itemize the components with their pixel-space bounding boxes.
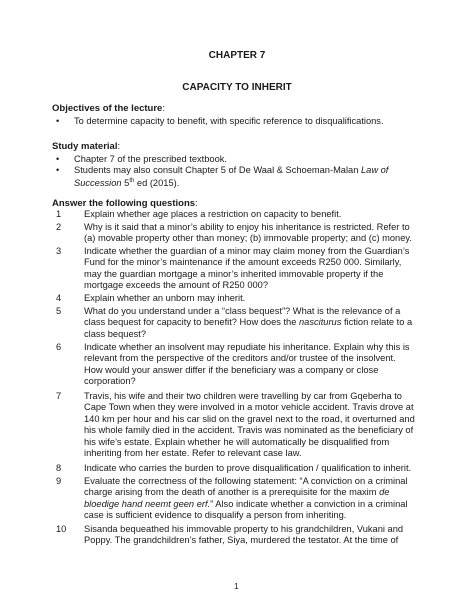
objectives-heading: Objectives of the lecture:	[52, 103, 165, 114]
questions-heading: Answer the following questions:	[52, 198, 198, 209]
study-material-heading: Study material:	[52, 141, 121, 152]
study-item-2: • Students may also consult Chapter 5 of De Waal & Schoeman-Malan Law of	[56, 165, 389, 175]
study-item-2-cont: Succession 5th ed (2015).	[74, 178, 180, 189]
document-page: CHAPTER 7 CAPACITY TO INHERIT Objectives of the lecture: • To determine capacity to benefit, with specific reference to disqualifications. Study material: • Chapter 7 of the prescribed textbook. • Students may also consult Chapter 5 of De Waal & Schoeman-Malan Law of Succession 5th ed (2015). Answer the following questions: 1 Explain whether age places a restriction on capacity to benefit. 2 Why is it said that a minor’s ability to enjoy his inheritance is restricted. Refer to (a) movable property other than money; (b) immovable property; and (c) money. 3 Indicate whether the guardian of a minor may claim money from the Guardian’s Fund for the minor’s maintenance if the amount exceeds R250 000. Similarly, may the guardian mortgage a minor’s inherited immovable property if the mortgage exceeds the amount of R250 000? 4 Explain whether an unborn may inherit. 5 What do you understand under a “class bequest”? What is the relevance of a class bequest for capacity to benefit? How does the nasciturus fiction relate to a class bequest? 6 Indicate whether an insolvent may repudiate his inheritance. Explain why this is relevant from the perspective of the creditors and/or trustee of the insolvent. How would your answer differ if the beneficiary was a company or close corporation? 7 Travis, his wife and their two children were travelling by car from Gqeberha to Cape Town when they were involved in a motor vehicle accident. Travis drove at 140 km per hour and his car slid on the gravel next to the road, it overturned and his whole family died in the accident. Travis was nominated as the beneficiary of his wife’s estate. Explain whether he will automatically be disqualified from inheriting from her estate. Refer to relevant case law. 8 Indicate who carries the burden to prove disqualification / qualification to inherit. 9 Evaluate the correctness of the following statement: “A conviction on a criminal charge arising from the death of another is a prerequisite for the maxim de bloedige hand neemt geen erf.” Also indicate whether a conviction in a criminal case is sufficient evidence to disqualify a person from inheriting. 10 Sisanda bequeathed his immovable property to his grandchildren, Vukani and Poppy. The grandchildren’s father, Siya, murdered the testator. At the time of 1	[0, 0, 474, 613]
objective-item: • To determine capacity to benefit, with specific reference to disqualifications.	[56, 116, 384, 126]
study-item-1: • Chapter 7 of the prescribed textbook.	[56, 154, 227, 164]
chapter-label: CHAPTER 7	[208, 50, 266, 61]
page-title: CAPACITY TO INHERIT	[182, 82, 292, 93]
page-number: 1	[234, 581, 239, 591]
